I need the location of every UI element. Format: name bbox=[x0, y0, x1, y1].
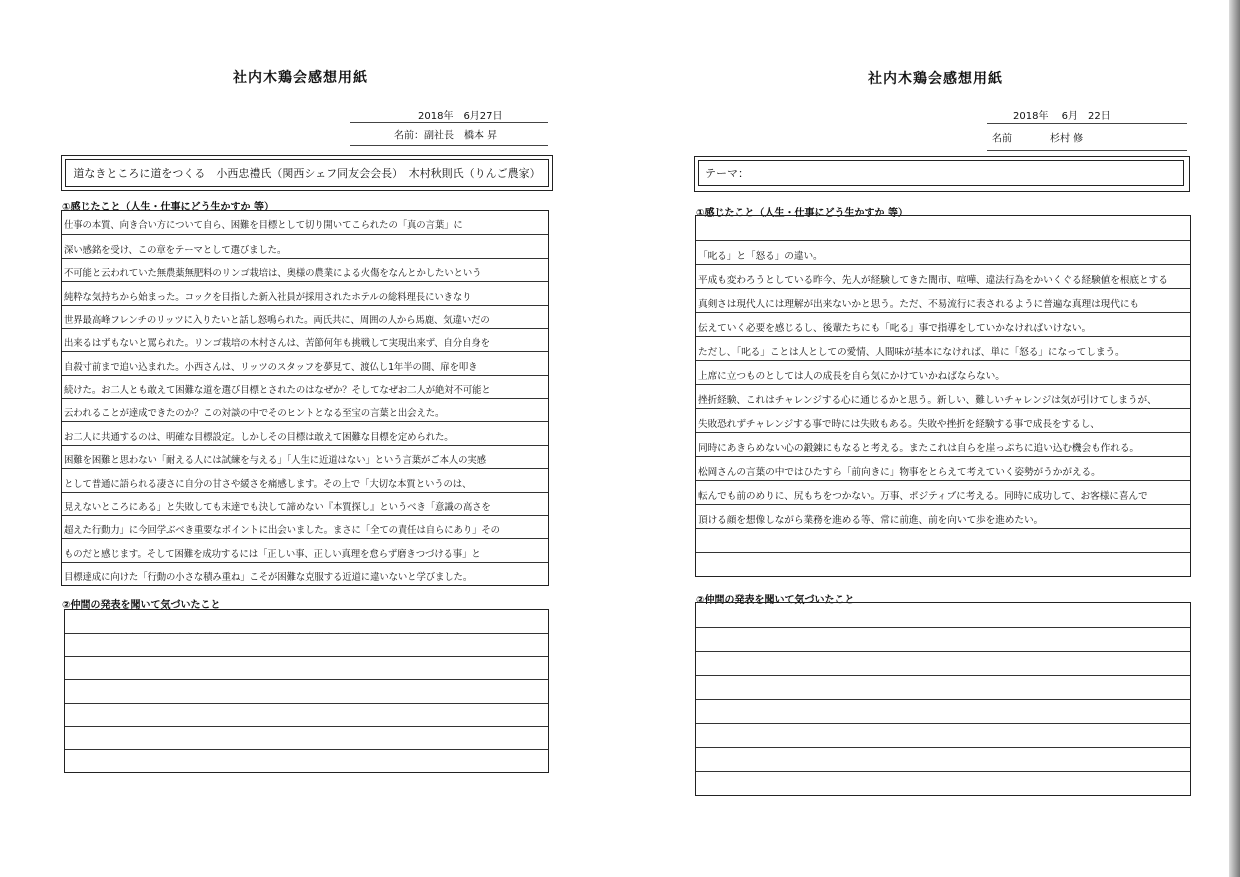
form-title: 社内木鶏会感想用紙 bbox=[868, 71, 1003, 87]
line-text: 伝えていく必要を感じるし、後輩たちにも「叱る」事で指導をしていかなければいけない。 bbox=[698, 323, 1092, 334]
ruled-line bbox=[65, 610, 548, 633]
name-value: 名前：副社長 橋本 昇 bbox=[394, 130, 498, 142]
line-text: 超えた行動力」に今回学ぶべき重要なポイントに出会いました。まさに「全ての責任は自らにあり」その bbox=[64, 525, 500, 537]
ruled-line bbox=[696, 627, 1190, 652]
ruled-line bbox=[696, 456, 1190, 481]
line-text: 純粋な気持ちから始まった。コックを目指した新入社員が採用されたホテルの総料理長にいきなり bbox=[64, 291, 472, 303]
ruled-line bbox=[696, 675, 1190, 700]
ruled-line bbox=[62, 258, 548, 282]
line-text: 見えないところにある」と失敗しても末達でも決して諦めない『本質探し』というべき「意識の高さを bbox=[64, 501, 491, 513]
line-text: 世界最高峰フレンチのリッツに入りたいと話し怒鳴られた。両氏共に、周囲の人から馬鹿、気違いだの bbox=[64, 314, 490, 326]
scan-edge bbox=[1229, 0, 1240, 877]
ruled-line bbox=[62, 305, 548, 329]
ruled-line bbox=[62, 351, 548, 375]
ruled-line bbox=[65, 703, 548, 727]
line-text: 仕事の本質、向き合い方について自ら、困難を目標として切り開いてこられたの「真の言葉」に bbox=[64, 220, 463, 232]
ruled-line bbox=[696, 603, 1190, 627]
ruled-line bbox=[65, 633, 548, 657]
line-text: 自殺寸前まで追い込まれた。小西さんは、リッツのスタッフを夢見て、渡仏し1年半の間、扉を叩き bbox=[64, 361, 478, 373]
section1-label: ①感じたこと（人生・仕事にどう生かすか 等） bbox=[62, 202, 274, 213]
section1-lines bbox=[695, 215, 1191, 577]
ruled-line bbox=[696, 747, 1190, 772]
ruled-line bbox=[62, 328, 548, 352]
line-text: 目標達成に向けた「行動の小さな積み重ね」こそが困難な克服する近道に違いないと学びました。 bbox=[64, 572, 473, 583]
ruled-line bbox=[696, 651, 1190, 676]
name-label: 名前 bbox=[992, 133, 1012, 145]
ruled-line bbox=[62, 445, 548, 469]
ruled-line bbox=[696, 384, 1190, 409]
theme-text bbox=[698, 160, 1184, 186]
form-title: 社内木鶏会感想用紙 bbox=[233, 70, 368, 86]
ruled-line bbox=[696, 408, 1190, 433]
ruled-line bbox=[696, 699, 1190, 724]
line-text: 続けた。お二人とも敢えて困難な道を選び目標とされたのはなぜか？そしてなぜお二人が絶対不可能と bbox=[64, 385, 491, 396]
line-text: 深い感銘を受け、この章をテーマとして選びました。 bbox=[64, 244, 287, 256]
right-sheet bbox=[620, 0, 1240, 877]
ruled-line bbox=[696, 240, 1190, 265]
section2-lines bbox=[64, 609, 549, 773]
line-text: 同時にあきらめない心の鍛錬にもなると考える。またこれは自らを崖っぷちに追い込む機会も作れる。 bbox=[698, 443, 1140, 454]
line-text: 出来るはずもないと罵られた。リンゴ栽培の木村さんは、苦節何年も挑戦して実現出来ず、自分自身を bbox=[64, 338, 490, 350]
ruled-line bbox=[62, 468, 548, 492]
line-text: 失敗恐れずチャレンジする事で時には失敗もある。失敗や挫折を経験する事で成長をするし、 bbox=[698, 419, 1100, 430]
ruled-line bbox=[65, 679, 548, 703]
ruled-line bbox=[696, 288, 1190, 313]
line-text: 転んでも前のめりに、尻もちをつかない。万事、ポジティブに考える。同時に成功して、お客様に喜んで bbox=[698, 491, 1148, 502]
ruled-line bbox=[62, 562, 548, 586]
ruled-line bbox=[696, 552, 1190, 577]
ruled-line bbox=[62, 234, 548, 258]
ruled-line bbox=[696, 480, 1190, 505]
date-field: 2018年 6月 22日 bbox=[1013, 111, 1111, 122]
ruled-line bbox=[696, 432, 1190, 457]
ruled-line bbox=[696, 336, 1190, 361]
ruled-line bbox=[696, 771, 1190, 796]
ruled-line bbox=[696, 360, 1190, 385]
section2-lines bbox=[695, 602, 1191, 796]
line-text: 真剣さは現代人には理解が出来ないかと思う。ただ、不易流行に表されるように普遍な真理は現代にも bbox=[698, 299, 1140, 310]
ruled-line bbox=[696, 723, 1190, 748]
line-text: 困難を困難と思わない「耐える人には試練を与える」「人生に近道はない」という言葉がご本人の実感 bbox=[64, 455, 486, 467]
line-text: 挫折経験、これはチャレンジする心に通じるかと思う。新しい、難しいチャレンジは気が引けてしまうが、 bbox=[698, 395, 1157, 406]
section1-lines bbox=[61, 210, 549, 586]
line-text: 頂ける顔を想像しながら業務を進める等、常に前進、前を向いて歩を進めたい。 bbox=[698, 515, 1044, 526]
line-text: 松岡さんの言葉の中ではひたすら「前向きに」物事をとらえて考えていく姿勢がうかがえる。 bbox=[698, 467, 1101, 478]
ruled-line bbox=[62, 515, 548, 539]
line-text: 「叱る」と「怒る」の違い。 bbox=[698, 251, 823, 262]
ruled-line bbox=[62, 281, 548, 305]
theme-text bbox=[65, 159, 549, 187]
ruled-line bbox=[62, 492, 548, 516]
ruled-line bbox=[62, 538, 548, 562]
name-field bbox=[987, 123, 1187, 151]
theme-label: テーマ： bbox=[705, 167, 749, 180]
ruled-line bbox=[65, 656, 548, 680]
ruled-line bbox=[696, 528, 1190, 553]
line-text: ものだと感じます。そして困難を成功するには「正しい事、正しい真理を怠らず磨きつづける事」と bbox=[64, 548, 481, 560]
line-text: 云われることが達成できたのか？この対談の中でそのヒントとなる至宝の言葉と出会えた。 bbox=[64, 408, 445, 420]
ruled-line bbox=[696, 504, 1190, 529]
line-text: お二人に共通するのは、明確な目標設定。しかしその目標は敢えて困難な目標を定められた。 bbox=[64, 431, 454, 443]
line-text: として普通に語られる凄さに自分の甘さや緩さを痛感します。その上で「大切な本質というのは、 bbox=[64, 478, 472, 490]
section2-label: ②仲間の発表を聞いて気づいたこと bbox=[696, 595, 855, 606]
name-value: 杉村 修 bbox=[1050, 133, 1084, 145]
name-field bbox=[350, 122, 548, 146]
date-field: 2018年 6月27日 bbox=[418, 111, 503, 122]
section1-label: ①感じたこと（人生・仕事にどう生かすか 等） bbox=[696, 208, 908, 219]
ruled-line bbox=[696, 264, 1190, 289]
ruled-line bbox=[62, 398, 548, 422]
line-text: 不可能と云われていた無農薬無肥料のリンゴ栽培は、奥様の農業による火傷をなんとかしたいという bbox=[64, 268, 482, 280]
section2-label: ②仲間の発表を聞いて気づいたこと bbox=[62, 600, 221, 611]
ruled-line bbox=[696, 216, 1190, 240]
ruled-line bbox=[696, 312, 1190, 337]
line-text: ただし、「叱る」ことは人としての愛情、人間味が基本になければ、単に「怒る」になってしまう。 bbox=[698, 347, 1125, 358]
ruled-line bbox=[62, 375, 548, 399]
theme-label: 道なきところに道をつくる 小西忠禮氏（関西シェフ同友会会長） 木村秋則氏（りんご農家） bbox=[73, 167, 541, 180]
ruled-line bbox=[65, 726, 548, 750]
line-text: 平成も変わろうとしている昨今、先人が経験してきた闇市、喧嘩、違法行為をかいくぐる経験値を根底とする bbox=[698, 275, 1168, 286]
ruled-line bbox=[65, 749, 548, 773]
ruled-line bbox=[62, 211, 548, 234]
ruled-line bbox=[62, 421, 548, 445]
line-text: 上席に立つものとしては人の成長を自ら気にかけていかねばならない。 bbox=[698, 371, 1005, 382]
